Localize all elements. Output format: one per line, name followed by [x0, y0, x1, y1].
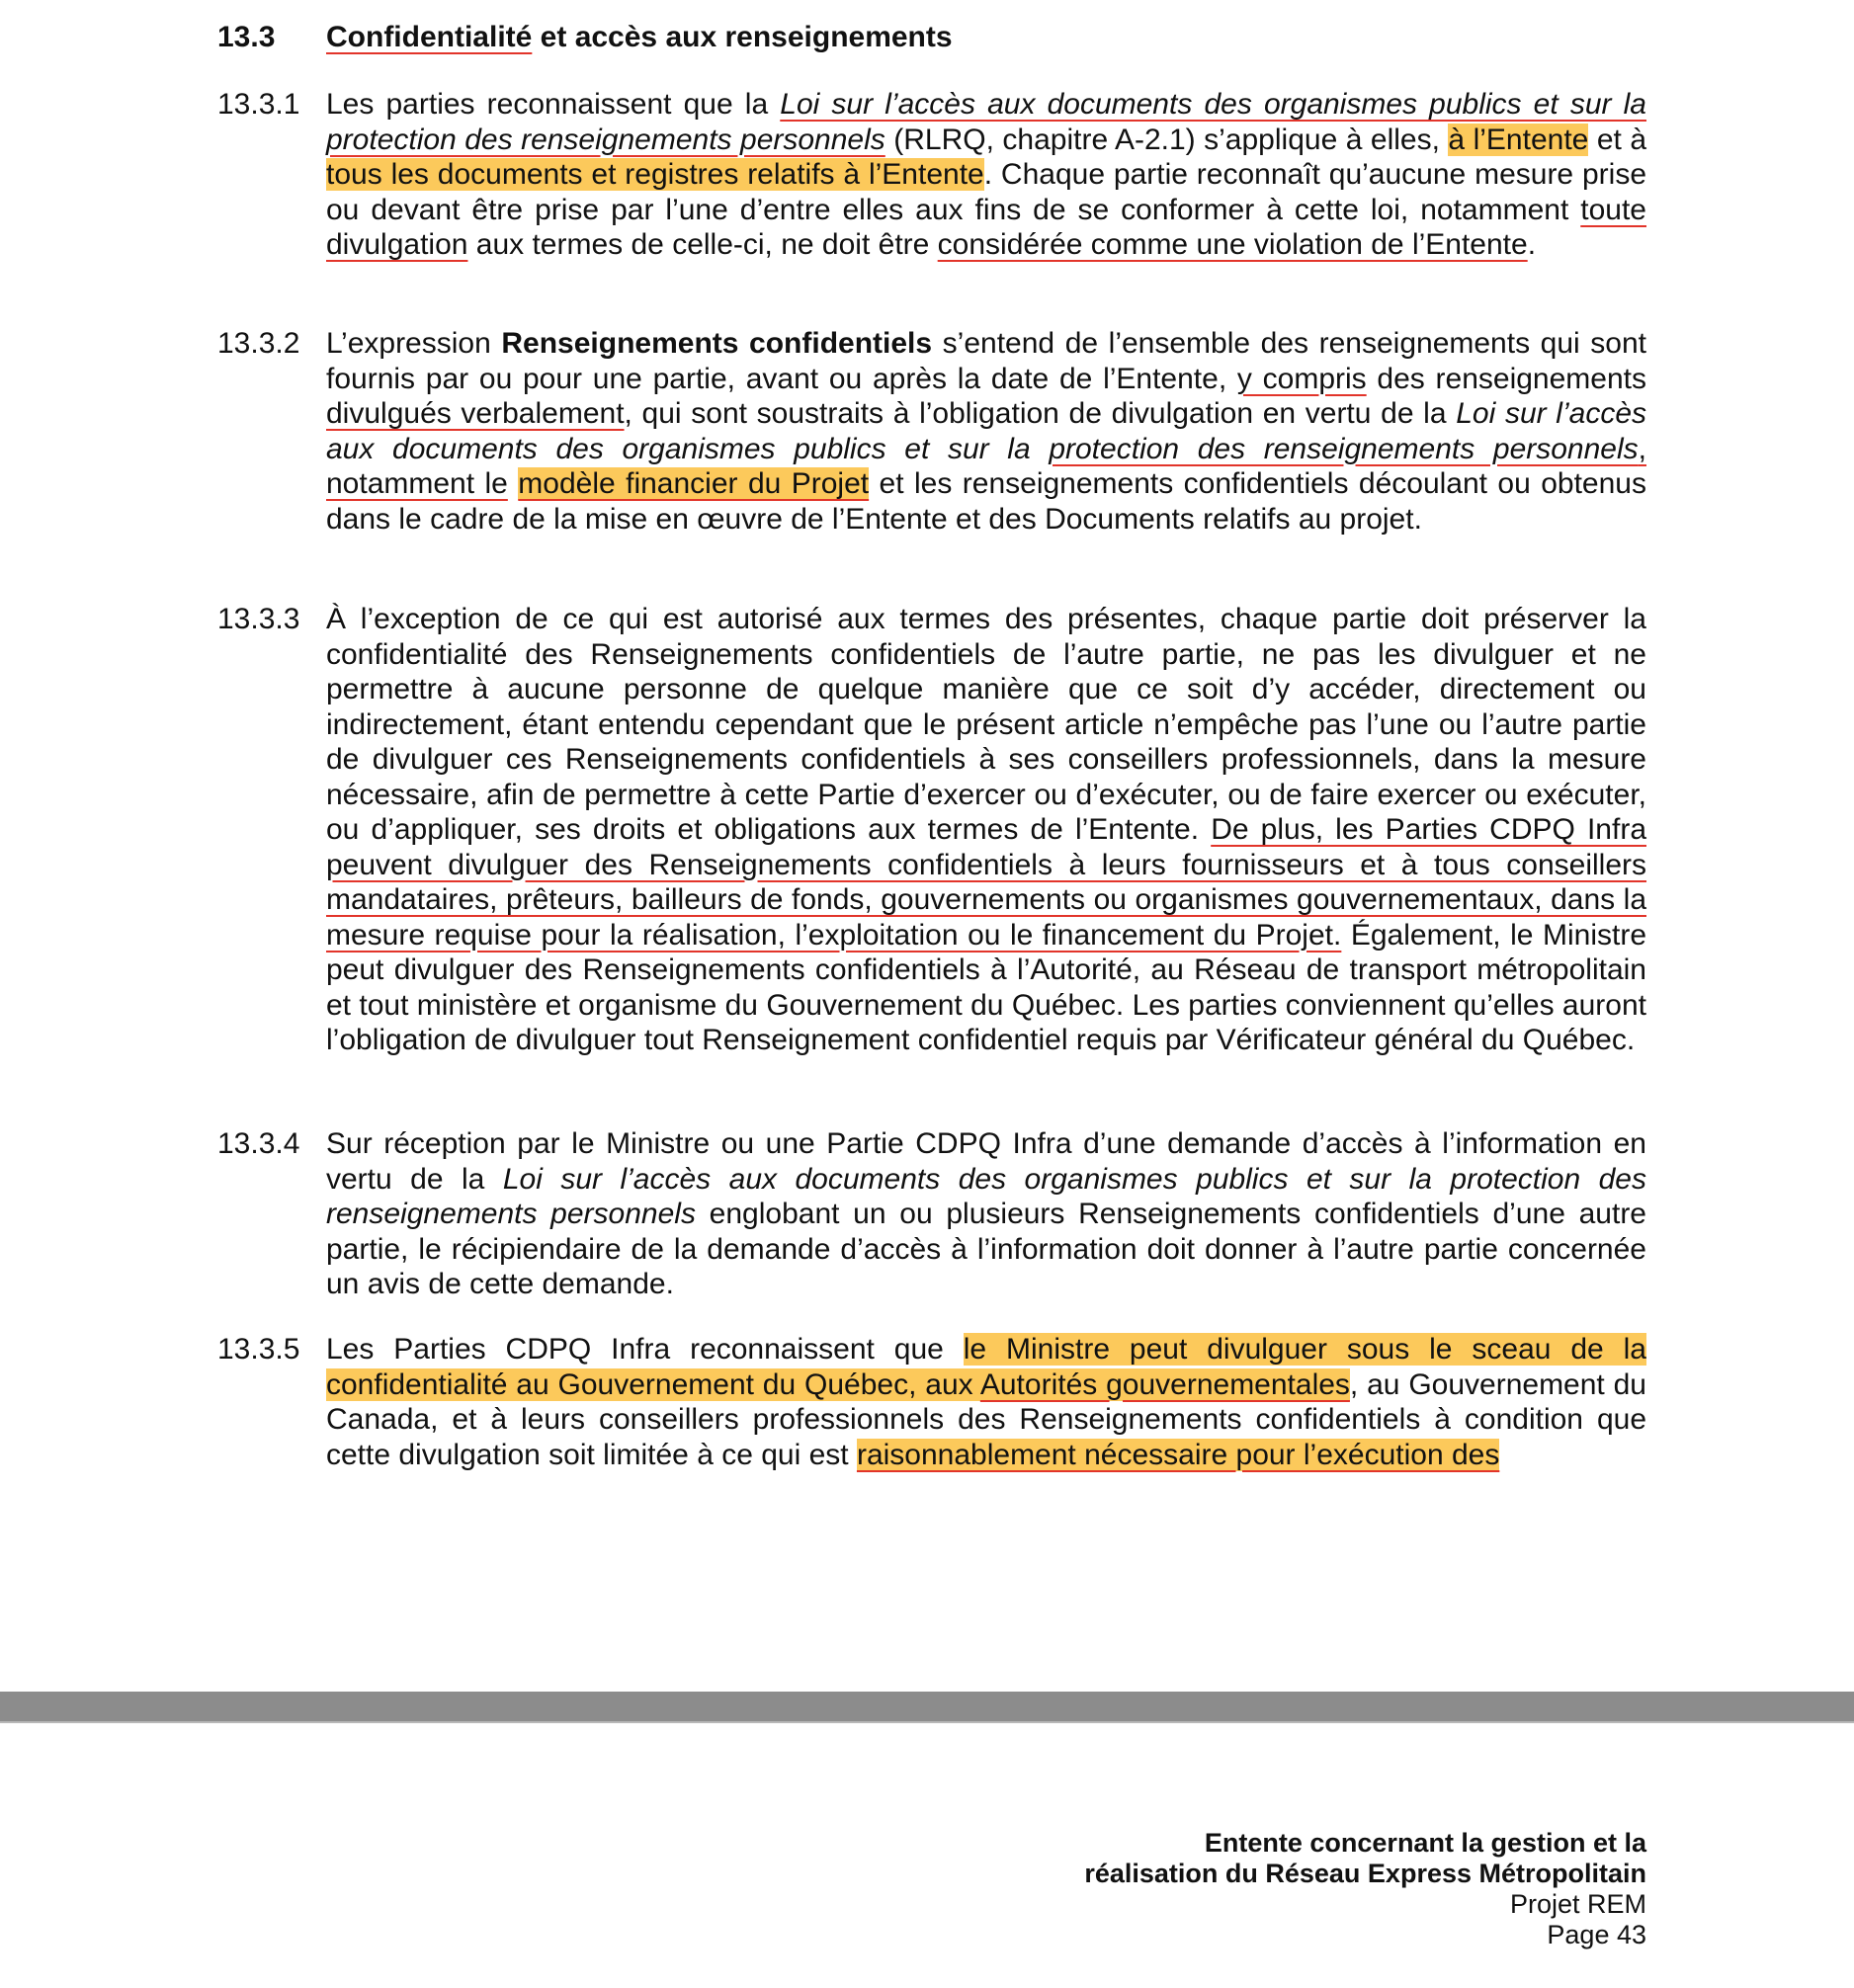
- underline-annotation: toute divulgation: [326, 193, 1646, 261]
- defined-term: Renseignements confidentiels: [501, 327, 933, 360]
- text-run: Également, le Ministre peut divulguer des Renseignements confidentiels à l’Autorité, au Réseau de transport métropolitain et tout ministère et organisme du Gouvernement du Québec. Les parties conviennent qu’elles auront l’obligation de divulguer tout Renseignement confidentiel requis par Vérificateur général du Québec.: [326, 918, 1646, 1056]
- underline-annotation: De plus, les Parties CDPQ Infra peuvent divulguer des Renseignements confidentiels à leurs fournisseurs et à tous conseillers mandataires, prêteurs, bailleurs de fonds, gouvernements ou organismes gouvernementaux, dans la mesure requise pour la réalisation, l’exploitation ou le financement du Projet.: [326, 813, 1646, 952]
- clause-number: 13.3.5: [217, 1333, 300, 1366]
- text-run: aux termes de celle-ci, ne doit être: [467, 228, 938, 261]
- law-title: Loi sur l’accès aux documents des organismes publics et sur la: [326, 397, 1647, 465]
- clause-text: [326, 87, 1646, 263]
- text-run: et les renseignements confidentiels découlant ou obtenus dans le cadre de la mise en œuvre de l’Entente et des Documents relatifs au projet.: [326, 467, 1646, 536]
- section-number: 13.3: [217, 21, 276, 53]
- clause-number: 13.3.2: [217, 327, 300, 360]
- text-run: s’entend de l’ensemble des renseignements qui sont fournis par ou pour une partie, avant ou après la date de l’Entente,: [326, 327, 1647, 395]
- text-run: . Chaque partie reconnaît qu’aucune mesure prise ou devant être prise par l’une d’entre elles aux fins de se conformer à cette loi, notamment: [326, 158, 1647, 226]
- law-title: Loi sur l’accès aux documents des organismes publics et sur la protection des renseignements personnels: [326, 1162, 1646, 1230]
- law-title-annotated: Loi sur l’accès aux documents des organismes publics et sur la protection des renseignements personnels: [326, 88, 1646, 156]
- text-run: Les parties reconnaissent que la: [326, 88, 781, 121]
- highlight-annotation: modèle financier du Projet: [518, 467, 870, 500]
- clause-13-3-1: [217, 87, 1646, 263]
- underline-annotation: divulgués verbalement: [326, 397, 625, 430]
- highlight-annotation: le Ministre peut divulguer sous le sceau de la confidentialité au Gouvernement du Québec, aux: [326, 1333, 1646, 1401]
- clause-13-3-3: [217, 602, 1646, 1058]
- text-run: .: [1527, 228, 1537, 261]
- text-run: Sur réception par le Ministre ou une Partie CDPQ Infra d’une demande d’accès à l’information en vertu de la: [326, 1127, 1646, 1196]
- section-heading: [217, 18, 953, 57]
- text-run: [508, 467, 518, 500]
- underline-annotation: considérée comme une violation de l’Entente: [937, 228, 1528, 261]
- clause-number: 13.3.1: [217, 88, 300, 121]
- section-title-rest: et accès aux renseignements: [532, 21, 953, 53]
- law-title-annotated: protection des renseignements personnels: [1049, 432, 1639, 465]
- footer-title-line-2: réalisation du Réseau Express Métropolitain: [1084, 1859, 1646, 1888]
- page-footer: [1084, 1828, 1646, 1950]
- highlight-annotation: raisonnablement nécessaire pour l’exécution des: [856, 1438, 1500, 1471]
- clause-13-3-2: [217, 326, 1646, 537]
- text-run: des renseignements: [1366, 362, 1646, 395]
- underline-annotation: , notamment le: [326, 432, 1646, 500]
- text-run: , qui sont soustraits à l’obligation de divulgation en vertu de la: [624, 397, 1457, 430]
- clause-13-3-5: [217, 1332, 1646, 1472]
- page-separator: [0, 1692, 1854, 1723]
- text-run: , au Gouvernement du Canada, et à leurs conseillers professionnels des Renseignements confidentiels à condition que cette divulgation soit limitée à ce qui est: [326, 1367, 1646, 1471]
- highlight-annotation: tous les documents et registres relatifs à l’Entente: [326, 158, 984, 191]
- text-run: et à: [1588, 123, 1647, 156]
- footer-page-number: Page 43: [1547, 1920, 1646, 1949]
- clause-text: [326, 602, 1646, 1058]
- section-title-underlined: Confidentialité: [326, 21, 533, 53]
- text-run: Les Parties CDPQ Infra reconnaissent que: [326, 1333, 964, 1366]
- underline-annotation: y compris: [1236, 362, 1367, 395]
- clause-13-3-4: [217, 1126, 1646, 1302]
- clause-text: [326, 1332, 1646, 1472]
- text-run: englobant un ou plusieurs Renseignements confidentiels d’une autre partie, le récipiendaire de la demande d’accès à l’information doit donner à l’autre partie concernée un avis de cette demande.: [326, 1198, 1646, 1300]
- footer-title-line-1: Entente concernant la gestion et la: [1204, 1828, 1646, 1858]
- clause-text: [326, 1126, 1646, 1302]
- footer-project: Projet REM: [1509, 1889, 1646, 1919]
- text-run: À l’exception de ce qui est autorisé aux termes des présentes, chaque partie doit préserver la confidentialité des Renseignements confidentiels de l’autre partie, ne pas les divulguer et ne permettre à aucune personne de quelque manière que ce soit d’y accéder, directement ou indirectement, étant entendu cependant que le présent article n’empêche pas l’une ou l’autre partie de divulguer ces Renseignements confidentiels à ses conseillers professionnels, dans la mesure nécessaire, afin de permettre à cette Partie d’exercer ou d’exécuter, ou de faire exercer ou exécuter, ou d’appliquer, ses droits et obligations aux termes de l’Entente.: [326, 603, 1646, 846]
- highlight-annotation: à l’Entente: [1448, 123, 1589, 156]
- text-run: (RLRQ, chapitre A-2.1) s’applique à elles,: [885, 123, 1449, 156]
- clause-text: [326, 326, 1646, 537]
- clause-number: 13.3.3: [217, 603, 300, 635]
- clause-number: 13.3.4: [217, 1127, 300, 1160]
- text-run: L’expression: [326, 327, 502, 360]
- highlight-annotation: Autorités gouvernementales: [979, 1367, 1350, 1401]
